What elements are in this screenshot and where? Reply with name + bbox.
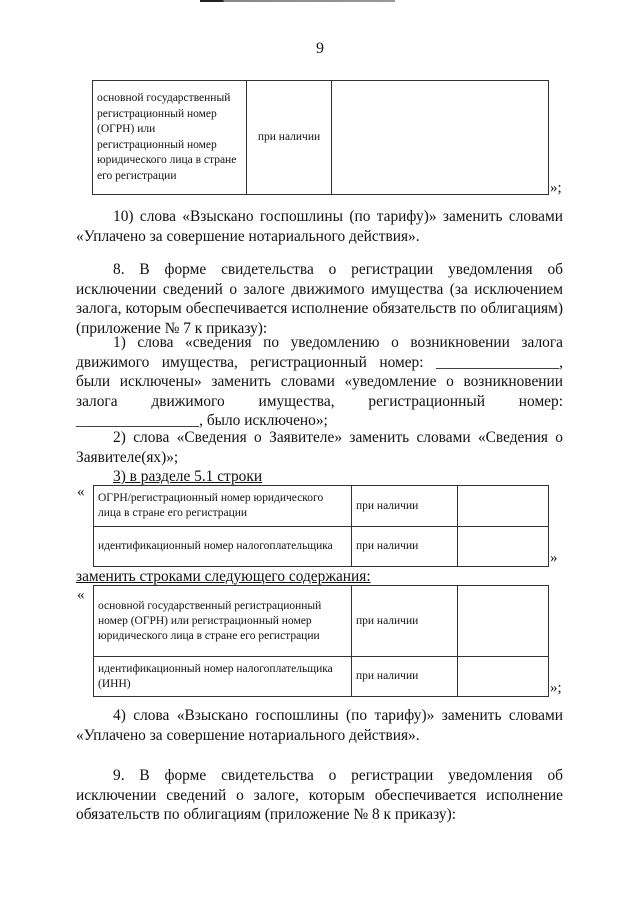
table-ogrn-fragment (92, 80, 549, 195)
opening-quote: « (77, 484, 85, 500)
replace-with-label: заменить строками следующего содержания: (76, 568, 371, 585)
scan-edge-line (200, 0, 395, 2)
table-row (93, 81, 549, 195)
closing-quote: »; (550, 680, 562, 696)
cell-condition: при наличии (352, 486, 458, 527)
cell-condition: при наличии (352, 527, 458, 567)
cell-value (332, 81, 549, 195)
table-row (94, 486, 549, 527)
cell-field-name: идентификационный номер налогоплательщика (94, 527, 352, 567)
cell-field-name: ОГРН/регистрационный номер юридического лица в стране его регистрации (94, 486, 352, 527)
cell-field-name: идентификационный номер налогоплательщика (ИНН) (94, 657, 352, 697)
paragraph-8: 8. В форме свидетельства о регистрации уведомления об исключении сведений о залоге движимого имущества (за исключением залога, которым обеспечивается исполнение обязательств по облигациям) (приложение № 7 к приказу): (76, 261, 563, 337)
cell-condition: при наличии (352, 657, 458, 697)
page-number: 9 (316, 40, 324, 57)
paragraph-8-3: 3) в разделе 5.1 строки (113, 468, 263, 485)
table-new-rows (93, 585, 549, 697)
paragraph-9: 9. В форме свидетельства о регистрации уведомления об исключении сведений о залоге, которым обеспечивается исполнение обязательств по облигациям (приложение № 8 к приказу): (76, 767, 563, 824)
cell-field-name: основной государственный регистрационный номер (ОГРН) или регистрационный номер юридического лица в стране его регистрации (93, 81, 247, 195)
cell-value (458, 586, 549, 657)
closing-quote: »; (550, 180, 562, 196)
cell-condition: при наличии (247, 81, 332, 195)
table-old-rows (93, 485, 549, 567)
opening-quote: « (77, 587, 85, 603)
table-row (94, 586, 549, 657)
cell-condition: при наличии (352, 586, 458, 657)
cell-value (458, 527, 549, 567)
cell-value (458, 657, 549, 697)
paragraph-8-2: 2) слова «Сведения о Заявителе» заменить словами «Сведения о Заявителе(ях)»; (76, 429, 563, 466)
cell-value (458, 486, 549, 527)
cell-field-name: основной государственный регистрационный номер (ОГРН) или регистрационный номер юридического лица в стране его регистрации (94, 586, 352, 657)
paragraph-10: 10) слова «Взыскано госпошлины (по тарифу)» заменить словами «Уплачено за совершение нотариального действия». (76, 208, 563, 245)
paragraph-8-1: 1) слова «сведения по уведомлению о возникновении залога движимого имущества, регистрационный номер: ________________, были исключены» заменить словами «уведомление о возникновении залога движимого имущества, регистрационный номер: ________________, было исключено»; (76, 334, 563, 430)
closing-quote: » (550, 550, 558, 566)
paragraph-8-4: 4) слова «Взыскано госпошлины (по тарифу)» заменить словами «Уплачено за совершение нотариального действия». (76, 707, 563, 744)
table-row (94, 527, 549, 567)
table-row (94, 657, 549, 697)
